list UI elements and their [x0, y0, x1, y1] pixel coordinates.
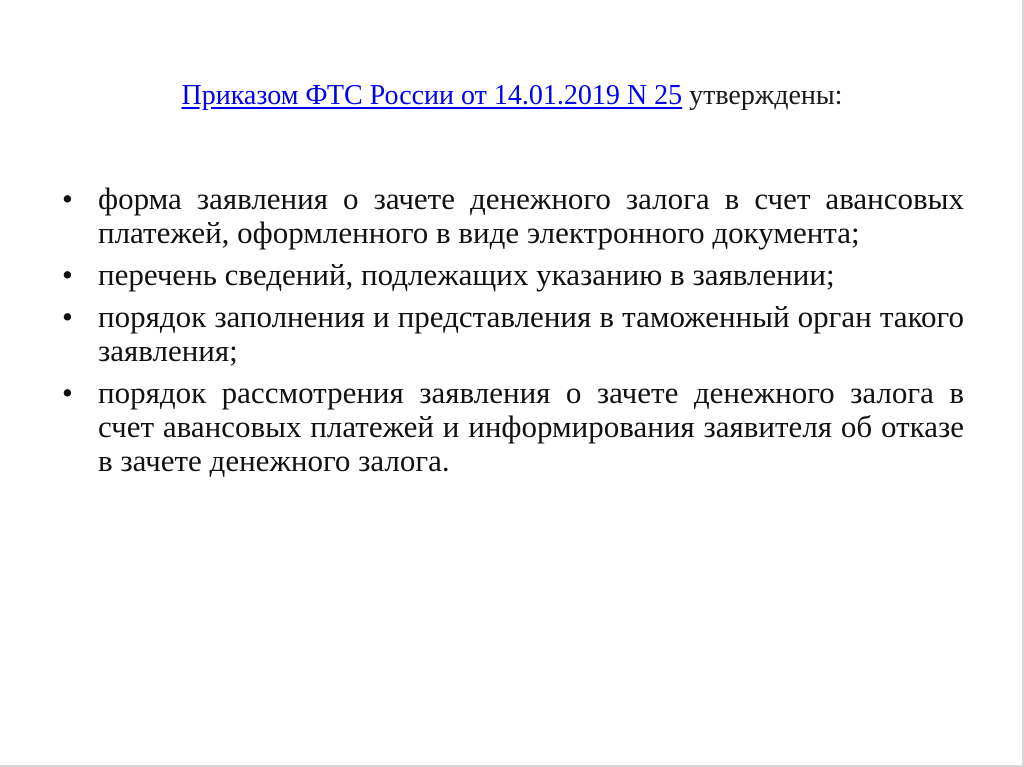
- bullet-icon: •: [62, 257, 73, 292]
- bullet-icon: •: [62, 299, 73, 334]
- bullet-list: [62, 182, 964, 486]
- title-suffix: утверждены:: [682, 80, 843, 111]
- list-item-text: порядок рассмотрения заявления о зачете денежного залога в счет авансовых платежей и информирования заявителя об отказе в зачете денежного залога.: [98, 375, 964, 478]
- list-item-text: форма заявления о зачете денежного залога в счет авансовых платежей, оформленного в виде электронного документа;: [98, 181, 964, 250]
- list-item-text: порядок заполнения и представления в таможенный орган такого заявления;: [98, 299, 964, 368]
- list-item: [62, 182, 964, 250]
- list-item: [62, 376, 964, 478]
- list-item-text: перечень сведений, подлежащих указанию в заявлении;: [98, 257, 835, 292]
- slide-title: [0, 78, 1024, 114]
- list-item: [62, 258, 964, 292]
- order-link[interactable]: Приказом ФТС России от 14.01.2019 N 25: [181, 80, 683, 111]
- list-item: [62, 300, 964, 368]
- bullet-icon: •: [62, 181, 73, 216]
- bullet-icon: •: [62, 375, 73, 410]
